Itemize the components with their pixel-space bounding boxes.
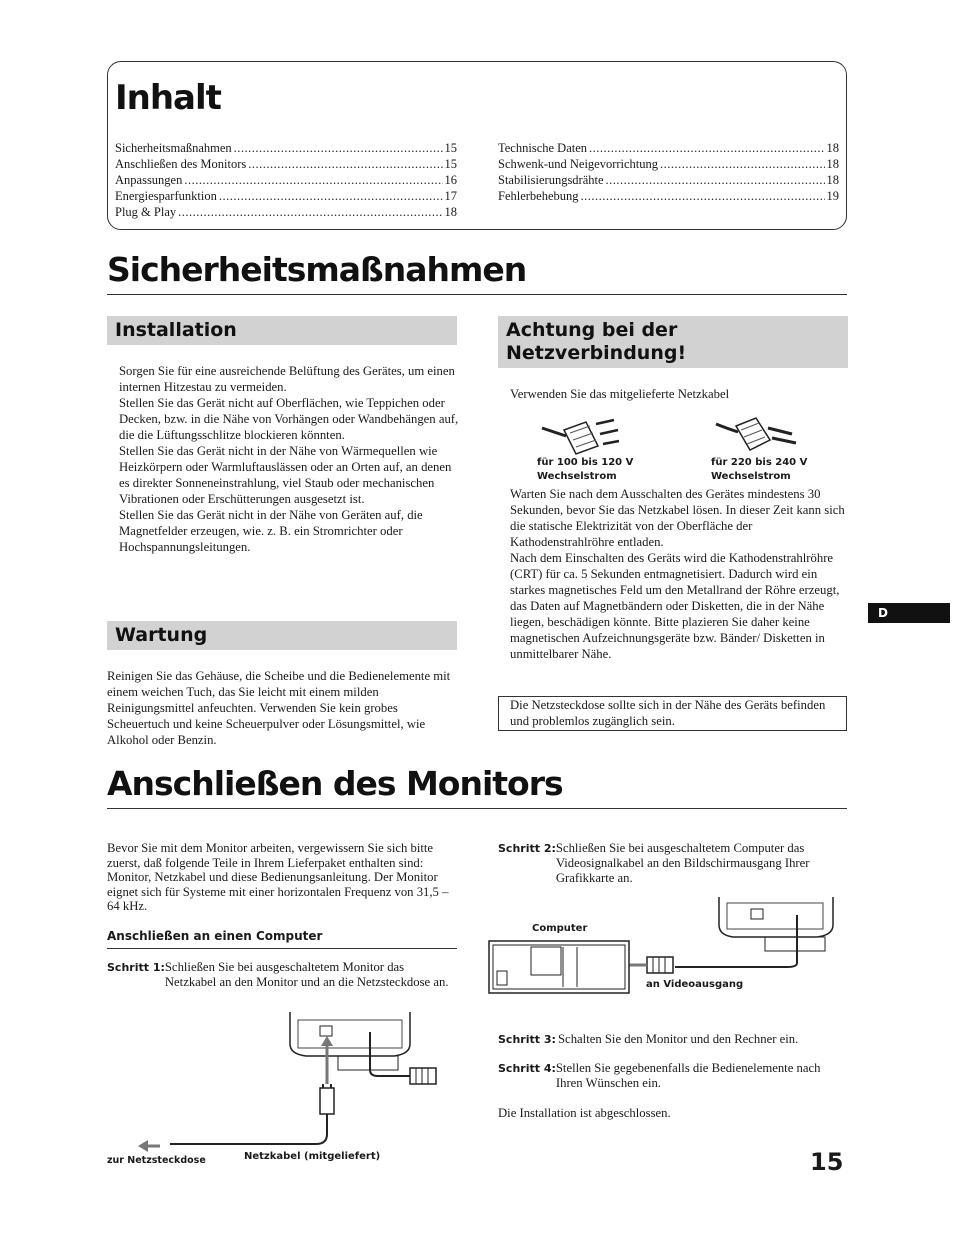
label-line: Wechselstrom xyxy=(537,471,617,482)
toc-left-column xyxy=(115,140,457,220)
power-heading xyxy=(498,316,848,368)
video-output-label: an Videoausgang xyxy=(646,979,744,990)
toc-right-column xyxy=(498,140,839,204)
step-label: Schritt 2: xyxy=(498,842,556,855)
paragraph: Sorgen Sie für eine ausreichende Belüftung des Gerätes, um einen internen Hitzestau zu vermeiden. xyxy=(119,364,455,394)
connect-intro: Bevor Sie mit dem Monitor arbeiten, vergewissern Sie sich bitte zuerst, daß folgende Teile in Ihrem Lieferpaket enthalten sind: Monitor, Netzkabel und diese Bedienungsanleitung. Der Monitor eignet sich für Systeme mit einer horizontalen Frequenz von 31,5 – 64 kHz. xyxy=(107,841,449,913)
toc-entry-page: 18 xyxy=(826,173,839,187)
power-note-box xyxy=(498,696,847,731)
toc-entry-page: 18 xyxy=(826,157,839,171)
step-text: Schließen Sie bei ausgeschaltetem Computer das Videosignalkabel an den Bildschirmausgang Ihrer Grafikkarte an. xyxy=(555,841,810,885)
connect-subheading: Anschließen an einen Computer xyxy=(107,929,323,943)
step-text: Schließen Sie bei ausgeschaltetem Monitor das Netzkabel an den Monitor und an die Netzsteckdose an. xyxy=(164,960,449,989)
power-note-text: Die Netzsteckdose sollte sich in der Nähe des Geräts befinden und problemlos zugänglich sein. xyxy=(510,698,826,728)
step-label: Schritt 3: xyxy=(498,1033,556,1046)
toc-entry-label: Plug & Play xyxy=(115,205,177,219)
plug-left-label xyxy=(537,456,633,484)
toc-entry-page: 15 xyxy=(444,157,457,171)
toc-entry-label: Sicherheitsmaßnahmen xyxy=(115,141,232,155)
installation-done: Die Installation ist abgeschlossen. xyxy=(498,1106,671,1120)
installation-heading: Installation xyxy=(107,316,457,345)
step-1 xyxy=(107,960,457,990)
paragraph: Stellen Sie das Gerät nicht in der Nähe von Wärmequellen wie Heizkörpern oder Warmluftauslässen oder an Orten auf, an denen es direkter Sonneneinstrahlung, viel Staub oder mechanischen Vibrationen oder Erschütterungen ausgesetzt ist. xyxy=(119,444,452,506)
toc-entry-page: 19 xyxy=(826,189,839,203)
toc-entry-page: 18 xyxy=(826,141,839,155)
section-rule xyxy=(107,808,847,809)
us-plug-icon xyxy=(540,408,630,458)
connect-title: Anschließen des Monitors xyxy=(107,764,563,803)
toc-title: Inhalt xyxy=(115,78,221,118)
power-connection-diagram xyxy=(130,1010,450,1160)
toc-entry-label: Stabilisierungsdrähte xyxy=(498,173,604,187)
step-3 xyxy=(498,1032,847,1047)
power-text xyxy=(510,486,845,662)
safety-title: Sicherheitsmaßnahmen xyxy=(107,250,527,289)
language-tab: D xyxy=(868,603,950,623)
toc-entry-label: Technische Daten xyxy=(498,141,588,155)
power-intro: Verwenden Sie das mitgelieferte Netzkabel xyxy=(510,387,730,401)
label-line: Wechselstrom xyxy=(711,471,791,482)
toc-entry-label: Anschließen des Monitors xyxy=(115,157,247,171)
outlet-label: zur Netzsteckdose xyxy=(107,1155,206,1166)
toc-entry-label: Fehlerbehebung xyxy=(498,189,579,203)
toc-entry-label: Schwenk-und Neigevorrichtung xyxy=(498,157,659,171)
label-line: für 100 bis 120 V xyxy=(537,457,634,468)
subheading-rule xyxy=(107,948,457,949)
toc-entry-page: 15 xyxy=(444,141,457,155)
step-text: Schalten Sie den Monitor und den Rechner ein. xyxy=(558,1032,799,1046)
toc-entry[interactable] xyxy=(498,188,839,204)
toc-entry-page: 17 xyxy=(444,189,457,203)
step-text: Stellen Sie gegebenenfalls die Bedienelemente nach Ihren Wünschen ein. xyxy=(555,1061,821,1090)
step-label: Schritt 4: xyxy=(498,1062,556,1075)
computer-label: Computer xyxy=(532,923,588,934)
toc-entry[interactable] xyxy=(115,188,457,204)
installation-text xyxy=(119,363,461,555)
toc-entry-label: Anpassungen xyxy=(115,173,183,187)
toc-entry[interactable] xyxy=(498,156,839,172)
toc-entry[interactable] xyxy=(115,172,457,188)
paragraph: Stellen Sie das Gerät nicht in der Nähe von Geräten auf, die Magnetfelder erzeugen, wie. z. B. ein Stromrichter oder Hochspannungsleitungen. xyxy=(119,508,423,554)
step-4 xyxy=(498,1061,847,1091)
toc-entry[interactable] xyxy=(498,172,839,188)
page-number: 15 xyxy=(810,1148,844,1176)
step-2 xyxy=(498,841,847,886)
step-label: Schritt 1: xyxy=(107,961,165,974)
maintenance-text: Reinigen Sie das Gehäuse, die Scheibe und die Bedienelemente mit einem weichen Tuch, das Sie leicht mit einem milden Reinigungsmittel anfeuchten. Verwenden Sie kein grobes Scheuertuch und keine Scheuerpulver oder Lösungsmittel, wie Alkohol oder Benzin. xyxy=(107,669,451,747)
label-line: für 220 bis 240 V xyxy=(711,457,808,468)
plug-right-label xyxy=(711,456,807,484)
toc-entry[interactable] xyxy=(115,204,457,220)
toc-entry-page: 16 xyxy=(444,173,457,187)
eu-plug-icon xyxy=(714,410,804,458)
power-cable-label: Netzkabel (mitgeliefert) xyxy=(244,1151,381,1162)
paragraph: Warten Sie nach dem Ausschalten des Gerätes mindestens 30 Sekunden, bevor Sie das Netzkabel lösen. In dieser Zeit kann sich die statische Elektrizität von der Oberfläche der Kathodenstrahlröhre entladen. xyxy=(510,487,845,549)
toc-entry[interactable] xyxy=(498,140,839,156)
toc-entry-label: Energiesparfunktion xyxy=(115,189,217,203)
power-heading-text: Achtung bei der Netzverbindung! xyxy=(506,319,687,364)
section-rule xyxy=(107,294,847,295)
toc-entry-page: 18 xyxy=(444,205,457,219)
paragraph: Stellen Sie das Gerät nicht auf Oberflächen, wie Teppichen oder Decken, bzw. in die Nähe von Vorhängen oder Wandbehängen auf, die die Lüftungsschlitze blockieren könnten. xyxy=(119,396,459,442)
maintenance-heading: Wartung xyxy=(107,621,457,650)
paragraph: Nach dem Einschalten des Geräts wird die Kathodenstrahlröhre (CRT) für ca. 5 Sekunden entmagnetisiert. Dadurch wird ein starkes magnetisches Feld um den Metallrand der Röhre erzeugt, das Daten auf Magnetbändern oder Disketten, die in der Nähe liegen, beschädigen könnte. Bitte plazieren Sie daher keine magnetischen Aufzeichnungsgeräte bzw. Bänder/ Disketten in unmittelbarer Nähe. xyxy=(510,551,840,661)
toc-entry[interactable] xyxy=(115,156,457,172)
toc-entry[interactable] xyxy=(115,140,457,156)
